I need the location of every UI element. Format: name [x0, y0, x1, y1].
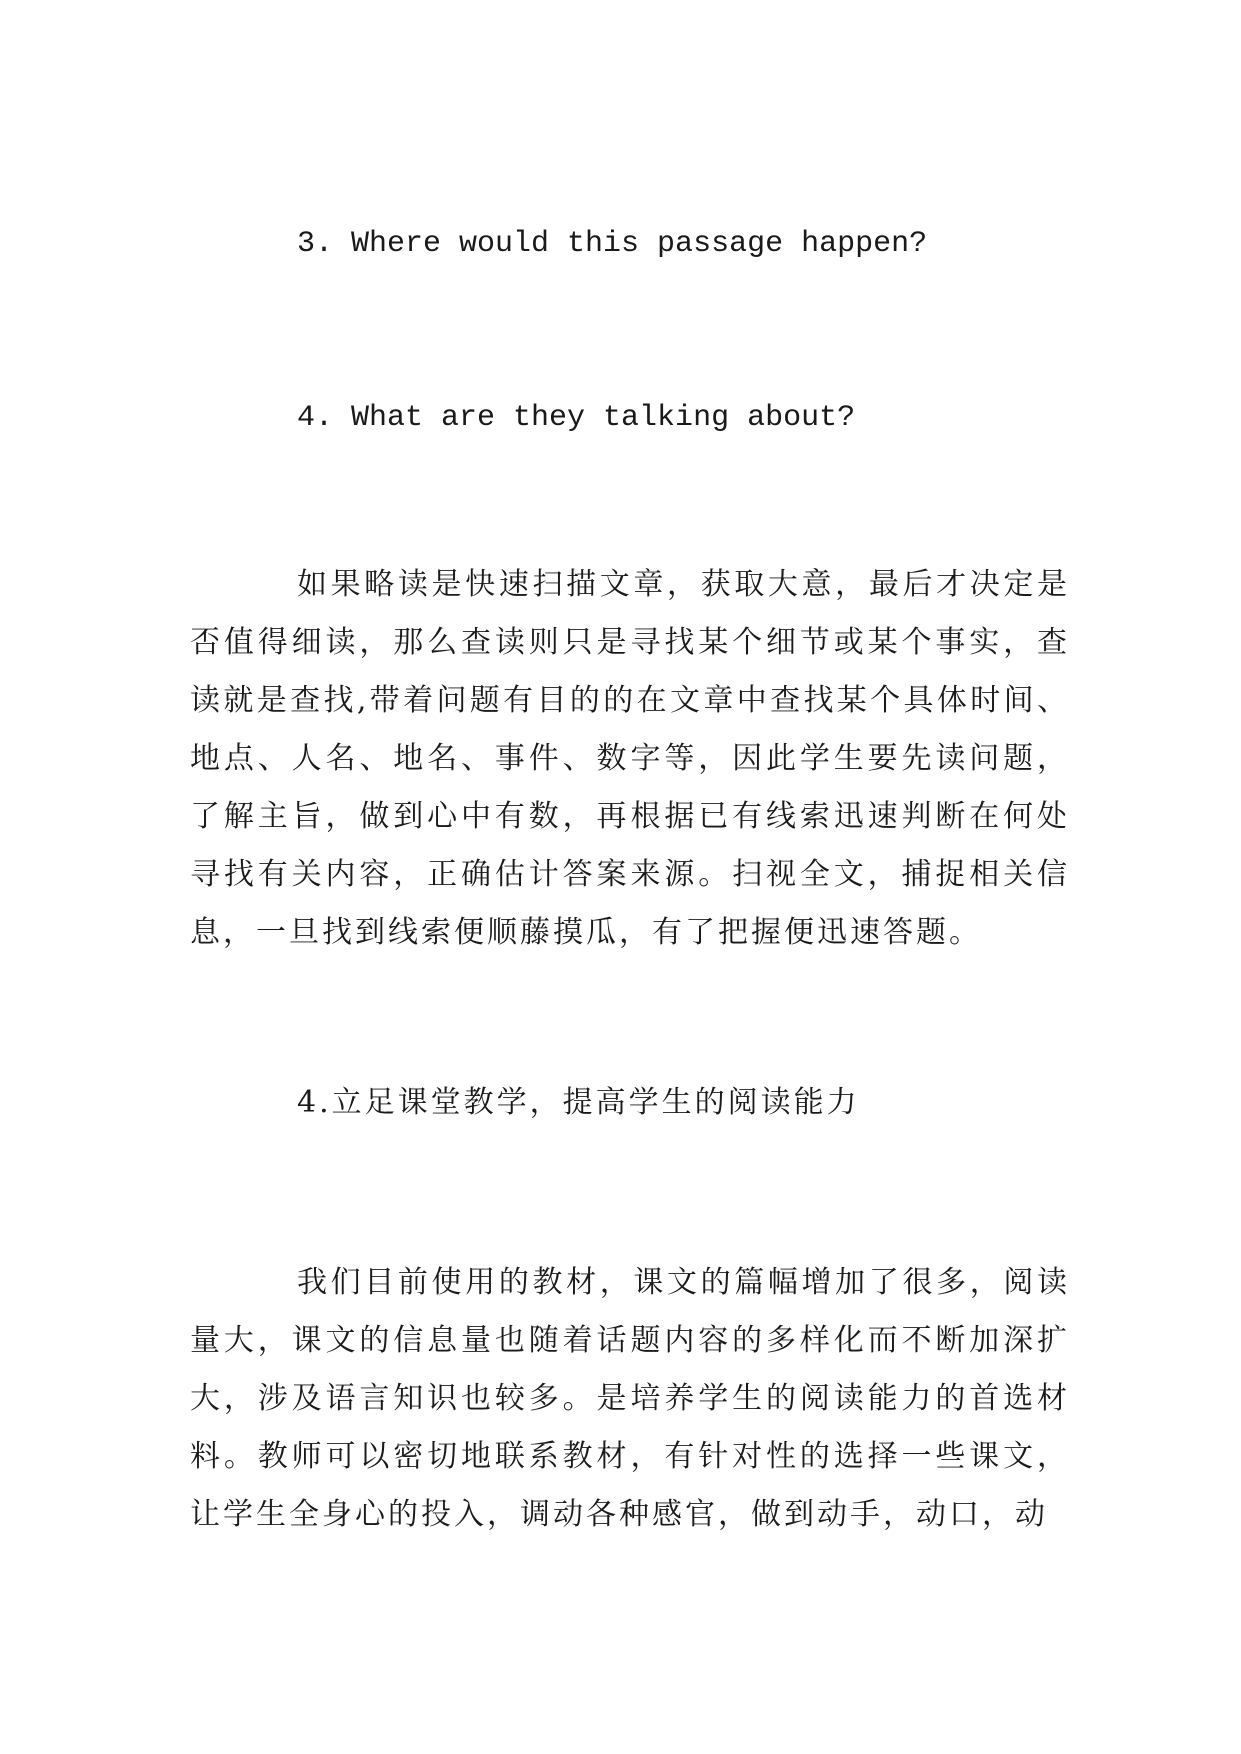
section-heading: 4.立足课堂教学，提高学生的阅读能力	[297, 1085, 860, 1120]
question-4: 4. What are they talking about?	[297, 401, 856, 435]
paragraph-textbook: 我们目前使用的教材，课文的篇幅增加了很多，阅读量大，课文的信息量也随着话题内容的多样化而不断加深扩大，涉及语言知识也较多。是培养学生的阅读能力的首选材料。教师可以密切地联系教材，有针对性的选择一些课文，让学生全身心的投入，调动各种感官，做到动手，动口，动	[190, 1265, 1070, 1532]
paragraph-scanning: 如果略读是快速扫描文章，获取大意，最后才决定是否值得细读，那么查读则只是寻找某个细节或某个事实，查读就是查找,带着问题有目的的在文章中查找某个具体时间、地点、人名、地名、事件、数字等，因此学生要先读问题，了解主旨，做到心中有数，再根据已有线索迅速判断在何处寻找有关内容，正确估计答案来源。扫视全文，捕捉相关信息，一旦找到线索便顺藤摸瓜，有了把握便迅速答题。	[190, 567, 1070, 950]
question-3: 3. Where would this passage happen?	[297, 227, 928, 261]
